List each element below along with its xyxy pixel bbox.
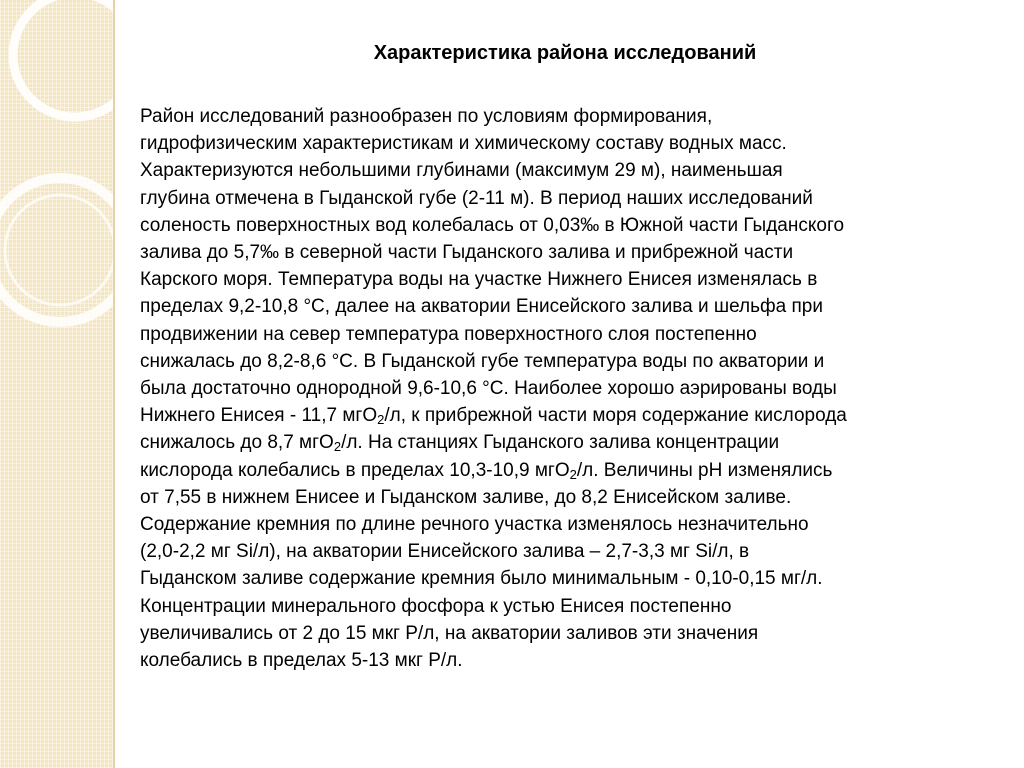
subscript: 2: [569, 466, 577, 482]
text-line: колебались в пределах 5-13 мкг Р/л.: [140, 650, 463, 672]
text-line: снижалась до 8,2-8,6 °С. В Гыданской губе температура воды по акватории и: [140, 350, 825, 372]
text-line: пределах 9,2-10,8 °С, далее на акватории Енисейского залива и шельфа при: [140, 296, 823, 318]
text-line: продвижении на север температура поверхностного слоя постепенно: [140, 323, 757, 345]
text-line: снижалось до 8,7 мгО$_2$/л. На станциях Гыданского залива концентрации: [140, 432, 780, 455]
text-line: (2,0-2,2 мг Si/л), на акватории Енисейского залива – 2,7-3,3 мг Si/л, в: [140, 541, 750, 563]
decorative-side-panel: [0, 0, 113, 768]
text-line: Содержание кремния по длине речного участка изменялось незначительно: [140, 514, 809, 536]
subscript: 2: [377, 412, 385, 428]
text-line: Карского моря. Температура воды на участке Нижнего Енисея изменялась в: [140, 269, 818, 291]
text-line: глубина отмечена в Гыданской губе (2-11 м). В период наших исследований: [140, 187, 813, 209]
text-line: Гыданском заливе содержание кремния было минимальным - 0,10-0,15 мг/л.: [140, 568, 823, 590]
slide-body-text: [140, 103, 1020, 674]
subscript: 2: [333, 439, 342, 455]
text-line: Концентрации минерального фосфора к устью Енисея постепенно: [140, 595, 732, 617]
text-line: была достаточно однородной 9,6-10,6 °С. Наиболее хорошо аэрированы воды: [140, 378, 837, 400]
text-line: кислорода колебались в пределах 10,3-10,9 мгО$_2$/л. Величины pH изменялись: [140, 459, 833, 482]
text-line: залива до 5,7‰ в северной части Гыданского залива и прибрежной части: [140, 242, 794, 264]
text-line: гидрофизическим характеристикам и химическому составу водных масс.: [140, 133, 787, 155]
text-line: Характеризуются небольшими глубинами (максимум 29 м), наименьшая: [140, 160, 783, 182]
text-line: Район исследований разнообразен по условиям формирования,: [140, 106, 713, 127]
slide-title: Характеристика района исследований: [373, 42, 757, 64]
text-line: от 7,55 в нижнем Енисее и Гыданском заливе, до 8,2 Енисейском заливе.: [140, 486, 792, 508]
decorative-rings: [0, 0, 113, 768]
text-line: Нижнего Енисея - 11,7 мгО$_2$/л, к прибрежной части моря содержание кислорода: [140, 405, 847, 428]
text-line: увеличивались от 2 до 15 мкг Р/л, на акватории заливов эти значения: [140, 622, 759, 644]
side-panel-edge: [113, 0, 115, 768]
text-line: соленость поверхностных вод колебалась от 0,03‰ в Южной части Гыданского: [140, 214, 845, 236]
